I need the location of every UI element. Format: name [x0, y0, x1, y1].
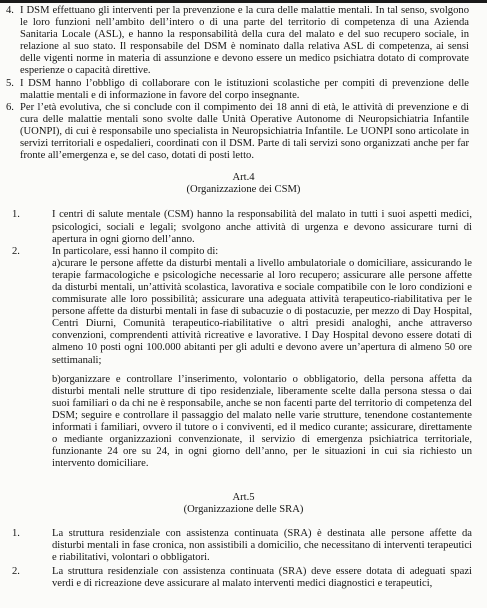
art5-item-1 — [12, 527, 472, 564]
article-4-title: Art.4 — [232, 172, 255, 184]
paragraph-text: I DSM effettuano gli interventi per la prevenzione e la cura delle malattie mentali. In tal senso, svolgono le loro funzioni nell’ambito dell’intero o di una parte del territorio di competenza di una Azienda Sanitaria Locale (ASL), e hanno la responsabilità della cura del malato e del suo recupero sociale, in relazione al suo stato. Il responsabile del DSM è nominato dalla relativa ASL di competenza, ai sensi delle vigenti norme in materia di assunzione e devono essere un medico psichiatra dotato di comprovate esperienze o capacità direttive. — [20, 5, 469, 77]
art5-item-2 — [12, 565, 472, 590]
article-5-subtitle: (Organizzazione delle SRA) — [183, 504, 304, 516]
paragraph-6 — [6, 101, 469, 162]
item-number: 1. — [12, 527, 20, 539]
art4-subitem-b: b)organizzare e controllare l’inserimento, volontario o obbligatorio, della persona affetta da disturbi mentali nelle strutture di tipo residenziale, liberamente scelte dalla persona stessa o dai suoi familiari o da chi ne è responsabile, anche se non facenti parte del territorio di competenza del DSM; seguire e controllare il passaggio del malato nelle varie strutture, tenendone costantemente informati i familiari, ovvero il tutore o i conviventi, ed il medico curante; assicurare, direttamente o mediante organizzazioni convenzionate, il servizio di emergenza psichiatrica territoriale, funzionante 24 ore su 24, in ogni giorno dell’anno, per le situazioni in cui sia richiesto un intervento domiciliare. — [52, 373, 472, 470]
paragraph-text: Per l’età evolutiva, che si conclude con il compimento dei 18 anni di età, le attività di prevenzione e di cura delle malattie mentali sono svolte dalle Unità Operative Autonome di Neuropsichiatria Infantile (UONPI), di cui è responsabile uno specialista in Neuropsichiatria Infantile. Le UONPI sono articolate in servizi territoriali e ospedalieri, coordinati con il DSM. Parte di tali servizi sono organizzati anche per far fronte all’emergenza e, se del caso, dotati di posti letto. — [20, 101, 469, 162]
document-body — [0, 5, 487, 590]
item-text: La struttura residenziale con assistenza continuata (SRA) è destinata alle persone affette da disturbi mentali in fase cronica, non assistibili a domicilio, che necessitano di interventi terapeutici e riabilitativi, volontari o obbligatori. — [52, 527, 472, 563]
article-5-title: Art.5 — [232, 492, 255, 504]
art4-item-2 — [12, 245, 472, 258]
paragraph-5 — [6, 77, 469, 102]
item-number: 1. — [12, 209, 20, 221]
item-number: 2. — [12, 565, 20, 577]
paragraph-number: 6. — [6, 101, 14, 113]
paragraph-number: 4. — [6, 5, 14, 16]
item-text: La struttura residenziale con assistenza continuata (SRA) deve essere dotata di adeguati spazi verdi e di ricreazione deve assicurare al malato interventi medici diagnostici e terapeutici, — [52, 565, 472, 589]
article-4-subtitle: (Organizzazione dei CSM) — [186, 184, 301, 196]
paragraph-text: I DSM hanno l’obbligo di collaborare con le istituzioni scolastiche per compiti di prevenzione delle malattie mentali e di informazione in favore del corpo insegnante. — [20, 77, 469, 101]
art4-item-1 — [12, 209, 472, 245]
item-text: I centri di salute mentale (CSM) hanno la responsabilità del malato in tutti i suoi aspetti medici, psicologici, sociali e legali; svolgono anche attività di urgenza e devono assicurare turni di apertura in ogni giorno dell’anno. — [52, 209, 472, 245]
paragraph-4 — [6, 5, 469, 78]
paragraph-number: 5. — [6, 77, 14, 89]
scan-edge — [0, 0, 487, 3]
item-text: In particolare, essi hanno il compito di: — [52, 245, 219, 257]
item-number: 2. — [12, 245, 20, 257]
art4-subitem-a: a)curare le persone affette da disturbi mentali a livello ambulatoriale o domiciliare, assicurando le terapie farmacologiche e psicologiche necessarie al loro recupero; assicurare alle persone affette da disturbi mentali, un’attività scolastica, lavorativa e sociale compatibile con le loro condizioni e commisurate alle loro possibilità; assicurare una adeguata attività terapeutico-riabilitativa per le persone affette da disturbi mentali in fase di subacuzie o di postacuzie, per mezzo di Day Hospital, Centri Diurni, Comunità terapeutico-riabilitative o altri presidi analoghi, anche attraverso convenzioni, comprendenti attività ricreative e lavorative. I Day Hospital devono essere dotati di almeno 10 posti ogni 100.000 abitanti per gli adulti e devono avere un’apertura di almeno 50 ore settimanali; — [52, 257, 472, 366]
